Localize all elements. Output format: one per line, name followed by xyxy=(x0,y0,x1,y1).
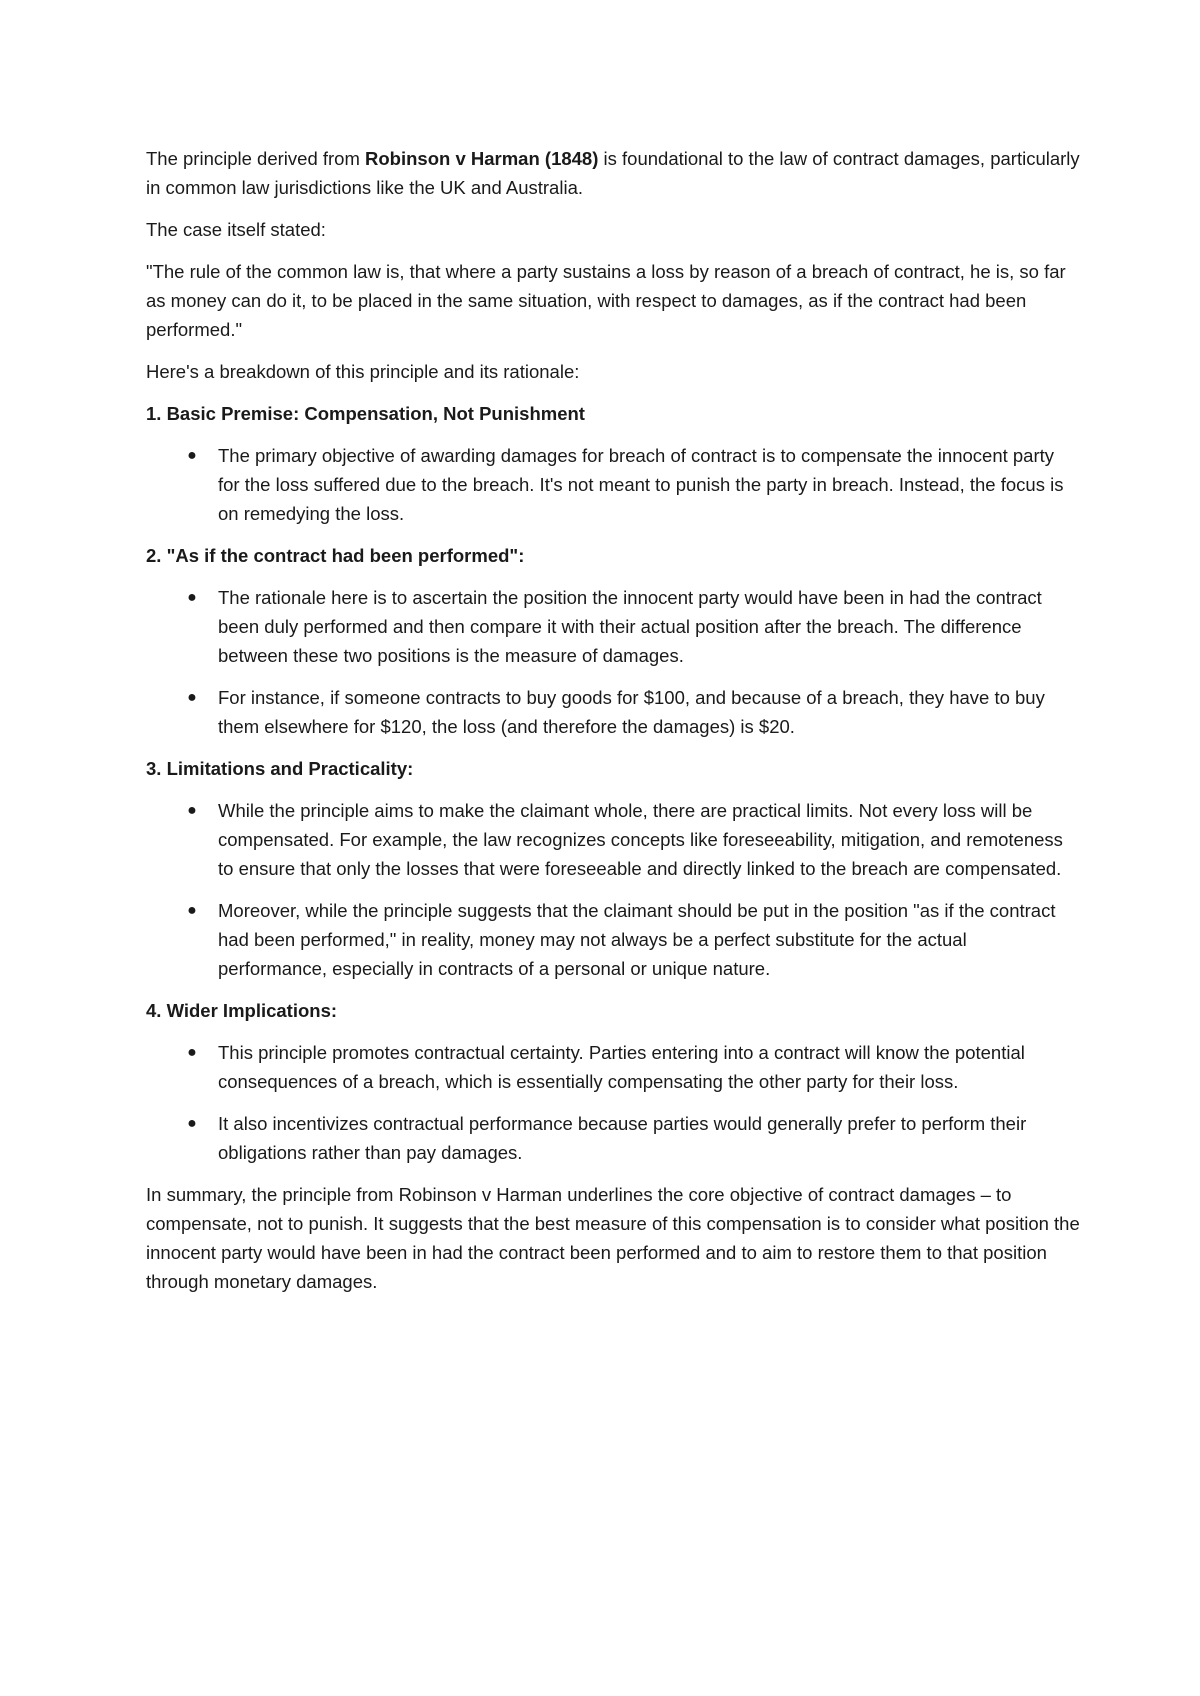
intro-text-after: is foundational to the law of contract damages, particularly in common law jurisdictions like the UK and Australia. xyxy=(146,148,1080,198)
section-heading-2: 2. "As if the contract had been performed": xyxy=(146,545,525,566)
section-4-list xyxy=(146,1038,1080,1167)
list-item-text: It also incentivizes contractual performance because parties would generally prefer to perform their obligations rather than pay damages. xyxy=(218,1113,1027,1163)
section-2-list xyxy=(146,583,1080,741)
list-item-text: Moreover, while the principle suggests that the claimant should be put in the position "as if the contract had been performed," in reality, money may not always be a perfect substitute for the actual performance, especially in contracts of a personal or unique nature. xyxy=(218,900,1056,979)
section-heading-1: 1. Basic Premise: Compensation, Not Punishment xyxy=(146,403,585,424)
section-1-list xyxy=(146,441,1080,528)
list-item xyxy=(146,683,1080,741)
case-name: Robinson v Harman (1848) xyxy=(365,148,599,169)
case-quote: "The rule of the common law is, that where a party sustains a loss by reason of a breach of contract, he is, so far as money can do it, to be placed in the same situation, with respect to damages, as if the contract had been performed." xyxy=(146,261,1066,340)
list-item xyxy=(146,796,1080,883)
intro-paragraph xyxy=(146,144,1080,202)
bullet-icon xyxy=(186,683,198,712)
case-stated-label: The case itself stated: xyxy=(146,219,326,240)
list-item-text: While the principle aims to make the claimant whole, there are practical limits. Not every loss will be compensated. For example, the law recognizes concepts like foreseeability, mitigation, and remoteness to ensure that only the losses that were foreseeable and directly linked to the breach are compensated. xyxy=(218,800,1063,879)
list-item xyxy=(146,583,1080,670)
list-item xyxy=(146,1109,1080,1167)
section-heading-4: 4. Wider Implications: xyxy=(146,1000,338,1021)
summary-paragraph: In summary, the principle from Robinson v Harman underlines the core objective of contract damages – to compensate, not to punish. It suggests that the best measure of this compensation is to consider what position the innocent party would have been in had the contract been performed and to aim to restore them to that position through monetary damages. xyxy=(146,1184,1080,1292)
list-item-text: For instance, if someone contracts to buy goods for $100, and because of a breach, they have to buy them elsewhere for $120, the loss (and therefore the damages) is $20. xyxy=(218,687,1045,737)
list-item-text: This principle promotes contractual certainty. Parties entering into a contract will know the potential consequences of a breach, which is essentially compensating the other party for their loss. xyxy=(218,1042,1025,1092)
section-heading-3: 3. Limitations and Practicality: xyxy=(146,758,414,779)
bullet-icon xyxy=(186,896,198,925)
intro-text-before: The principle derived from xyxy=(146,148,366,169)
list-item xyxy=(146,896,1080,983)
bullet-icon xyxy=(186,1038,198,1067)
bullet-icon xyxy=(186,441,198,470)
bullet-icon xyxy=(186,796,198,825)
list-item-text: The primary objective of awarding damages for breach of contract is to compensate the innocent party for the loss suffered due to the breach. It's not meant to punish the party in breach. Instead, the focus is on remedying the loss. xyxy=(218,445,1064,524)
bullet-icon xyxy=(186,1109,198,1138)
bullet-icon xyxy=(186,583,198,612)
breakdown-intro: Here's a breakdown of this principle and its rationale: xyxy=(146,361,580,382)
section-3-list xyxy=(146,796,1080,983)
list-item-text: The rationale here is to ascertain the position the innocent party would have been in had the contract been duly performed and then compare it with their actual position after the breach. The difference between these two positions is the measure of damages. xyxy=(218,587,1042,666)
list-item xyxy=(146,1038,1080,1096)
list-item xyxy=(146,441,1080,528)
